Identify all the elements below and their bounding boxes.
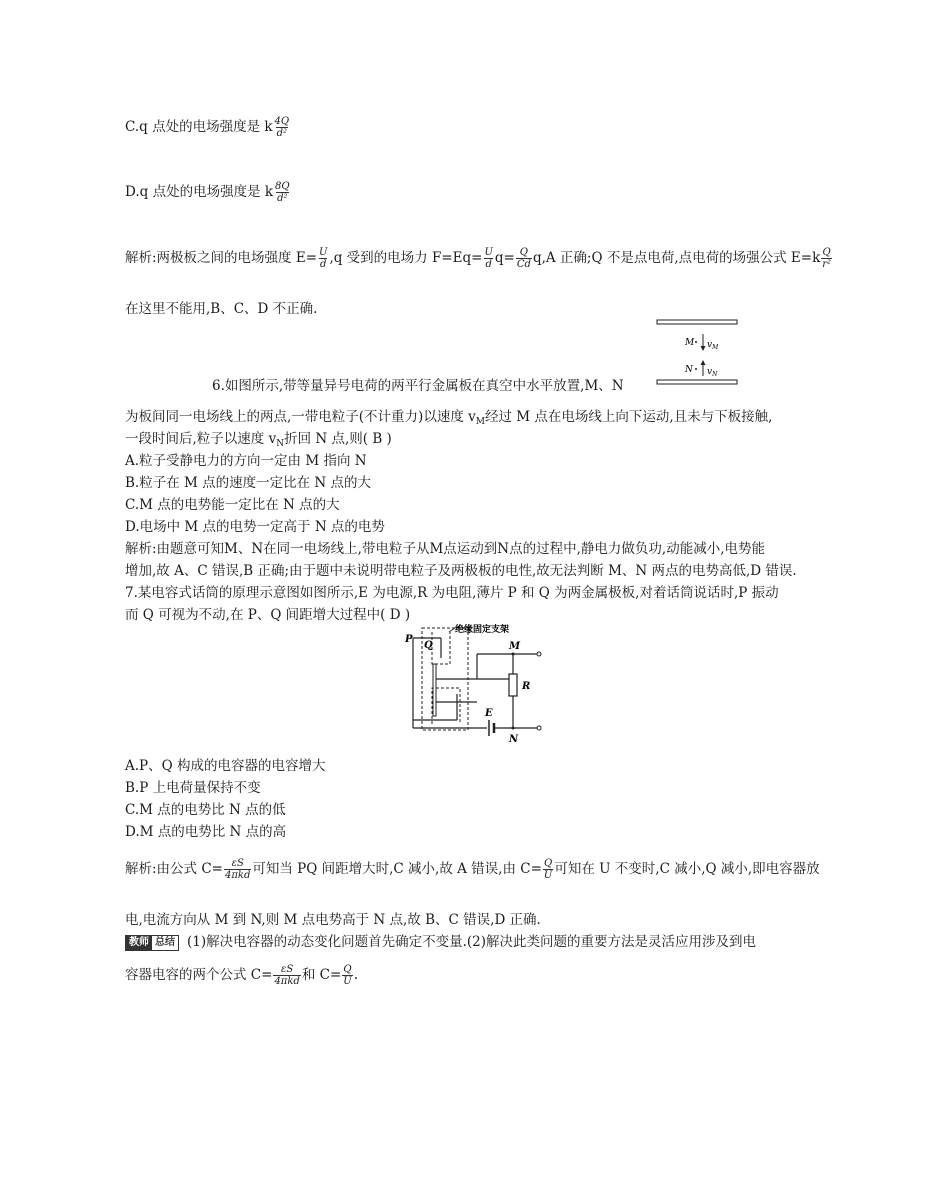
fraction: $\frac{Q}{U}$	[343, 964, 352, 987]
velocity-m-label: $v_M$	[707, 340, 719, 351]
q6-analysis-line1: 解析:由题意可知M、N在同一电场线上,带电粒子从M点运动到N点的过程中,静电力做负功,动能减小,电势能	[125, 541, 765, 557]
q7-stem-line2: 而 Q 可视为不动,在 P、Q 间距增大过程中( D )	[125, 607, 411, 623]
option-d-text: D.q 点处的电场强度是 k	[125, 184, 274, 200]
fraction: $\frac{Q}{\text{r²}}$	[822, 247, 832, 270]
fraction: $\frac{U}{d}$	[319, 247, 328, 270]
q7-analysis-line1: 解析:由公式 C= $\frac{\varepsilon S}{\text{4πkd}}$ 可知当 PQ 间距增大时,C 减小,故 A 错误,由 C= $\frac{Q}{U}$ 可知在 U 不变时,C 减小,Q 减小,即电容器放	[125, 858, 820, 881]
battery-label: E	[485, 708, 493, 719]
velocity-n-label: $v_N$	[707, 367, 718, 378]
teacher-summary-badge: 教师 总结	[125, 935, 179, 951]
option-c-text: C.q 点处的电场强度是 k	[125, 119, 273, 135]
analysis-q5-line1: 解析:两极板之间的电场强度 E= $\frac{U}{d}$ ,q 受到的电场力 F=Eq= $\frac{U}{d}$ q= $\frac{Q}{Cd}$ q,A 正确;Q 不是点电荷,点电荷的场强公式 E=k $\frac{Q}{\text{r²}}$	[125, 247, 832, 270]
q7-analysis-line2: 电,电流方向从 M 到 N,则 M 点电势高于 N 点,故 B、C 错误,D 正确.	[125, 912, 541, 928]
fraction: $\frac{4Q}{\text{d²}}$	[274, 116, 290, 139]
q6-stem-line3: 一段时间后,粒子以速度 $v_N$折回 N 点,则( B )	[125, 431, 392, 449]
q6-option-d: D.电场中 M 点的电势一定高于 N 点的电势	[125, 519, 385, 535]
option-d	[125, 181, 292, 204]
q6-stem-line1: 6.如图所示,带等量异号电荷的两平行金属板在真空中水平放置,M、N	[212, 378, 624, 394]
q6-analysis-line2: 增加,故 A、C 错误,B 正确;由于题中未说明带电粒子及两极板的电性,故无法判断 M、N 两点的电势高低,D 错误.	[125, 563, 797, 579]
q6-stem-line2: 为板间同一电场线上的两点,一带电粒子(不计重力)以速度 $v_M$经过 M 点在电场线上向下运动,且未与下板接触,	[125, 409, 773, 427]
analysis-q5-line2: 在这里不能用,B、C、D 不正确.	[125, 301, 318, 317]
microphone-circuit-figure	[405, 624, 545, 746]
fraction: $\frac{\varepsilon S}{\text{4πkd}}$	[224, 858, 251, 881]
q6-option-a: A.粒子受静电力的方向一定由 M 指向 N	[125, 453, 367, 469]
q7-option-d: D.M 点的电势比 N 点的高	[125, 824, 287, 840]
fraction: $\frac{U}{d}$	[484, 247, 493, 270]
fraction: $\frac{8Q}{\text{d²}}$	[275, 181, 290, 204]
plates-figure	[655, 316, 740, 388]
plate-p-label: P	[405, 634, 413, 645]
q7-option-a: A.P、Q 构成的电容器的电容增大	[125, 758, 326, 774]
bracket-label: 绝缘固定支架	[455, 625, 510, 635]
fraction: $\frac{Q}{Cd}$	[516, 247, 531, 270]
summary-line2: 容器电容的两个公式 C= $\frac{\varepsilon S}{\text{4πkd}}$ 和 C= $\frac{Q}{U}$ .	[125, 964, 359, 987]
resistor-label: R	[522, 681, 531, 692]
point-n-label: N	[685, 365, 693, 375]
q7-stem-line1: 7.某电容式话筒的原理示意图如图所示,E 为电源,R 为电阻,薄片 P 和 Q 为两金属极板,对着话筒说话时,P 振动	[125, 585, 779, 601]
plate-q-label: Q	[424, 640, 433, 651]
option-c	[125, 116, 291, 139]
fraction: $\frac{Q}{U}$	[543, 858, 553, 881]
q7-option-b: B.P 上电荷量保持不变	[125, 780, 261, 796]
point-m-label: M	[685, 338, 695, 348]
q6-option-c: C.M 点的电势能一定比在 N 点的大	[125, 497, 340, 513]
point-m-label: M	[509, 641, 521, 652]
q6-option-b: B.粒子在 M 点的速度一定比在 N 点的大	[125, 475, 372, 491]
point-n-label: N	[509, 734, 519, 745]
q7-option-c: C.M 点的电势比 N 点的低	[125, 802, 286, 818]
fraction: $\frac{\varepsilon S}{\text{4πkd}}$	[274, 964, 300, 987]
summary-line1: 教师 总结 (1)解决电容器的动态变化问题首先确定不变量.(2)解决此类问题的重要方法是灵活应用涉及到电	[125, 932, 756, 952]
